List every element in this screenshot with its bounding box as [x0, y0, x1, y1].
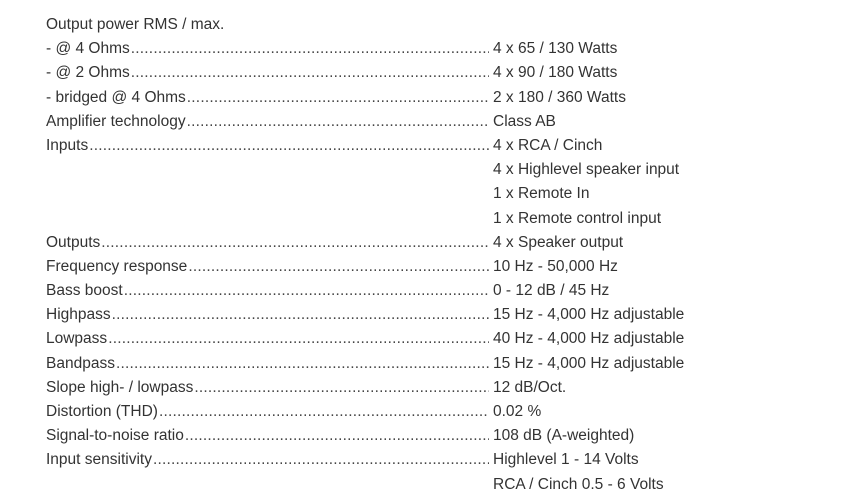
spec-value: 12 dB/Oct. — [493, 378, 567, 396]
dot-leader — [153, 448, 489, 472]
dot-leader — [101, 231, 489, 255]
dot-leader — [124, 279, 489, 303]
spec-value: 40 Hz - 4,000 Hz adjustable — [493, 330, 685, 348]
spec-row — [46, 110, 806, 134]
spec-label-cell — [46, 110, 489, 134]
spec-label-cell — [46, 327, 489, 351]
spec-label: Lowpass — [46, 330, 108, 348]
spec-row — [46, 207, 806, 231]
spec-label: Inputs — [46, 136, 89, 154]
spec-label-cell — [46, 37, 489, 61]
spec-row — [46, 37, 806, 61]
spec-label-cell — [46, 255, 489, 279]
spec-value: 1 x Remote In — [493, 185, 590, 203]
spec-row — [46, 473, 806, 497]
spec-label: Bandpass — [46, 354, 115, 372]
spec-value: 4 x Highlevel speaker input — [493, 161, 680, 179]
dot-leader — [112, 303, 489, 327]
spec-row — [46, 376, 806, 400]
spec-value: 4 x 65 / 130 Watts — [493, 40, 618, 58]
spec-row — [46, 255, 806, 279]
spec-value: 1 x Remote control input — [493, 209, 662, 227]
dot-leader — [89, 134, 489, 158]
spec-label: Amplifier technology — [46, 112, 186, 130]
spec-label: Highpass — [46, 306, 111, 324]
dot-leader — [131, 37, 489, 61]
spec-label: Distortion (THD) — [46, 403, 158, 420]
spec-label-cell — [46, 279, 489, 303]
spec-sheet — [46, 13, 806, 497]
spec-row — [46, 327, 806, 351]
spec-value: RCA / Cinch 0.5 - 6 Volts — [493, 475, 664, 493]
spec-value: 15 Hz - 4,000 Hz adjustable — [493, 354, 685, 372]
dot-leader — [188, 255, 489, 279]
dot-leader — [187, 110, 489, 134]
spec-heading-row — [46, 13, 806, 37]
spec-row — [46, 86, 806, 110]
spec-label-cell — [46, 448, 489, 472]
spec-label: Signal-to-noise ratio — [46, 427, 184, 445]
spec-value: 0.02 % — [493, 403, 542, 420]
spec-value: 4 x Speaker output — [493, 233, 624, 251]
spec-value: 10 Hz - 50,000 Hz — [493, 257, 618, 275]
spec-label-cell — [46, 352, 489, 376]
spec-row — [46, 61, 806, 85]
spec-row — [46, 158, 806, 182]
spec-value: 4 x RCA / Cinch — [493, 136, 603, 154]
spec-value: 4 x 90 / 180 Watts — [493, 64, 618, 82]
spec-value: Highlevel 1 - 14 Volts — [493, 451, 639, 469]
spec-row — [46, 424, 806, 448]
spec-label: - @ 4 Ohms — [46, 40, 130, 58]
spec-row — [46, 182, 806, 206]
spec-label-cell — [46, 86, 489, 110]
dot-leader — [185, 424, 489, 448]
spec-row — [46, 303, 806, 327]
spec-row — [46, 279, 806, 303]
spec-label: Frequency response — [46, 257, 188, 275]
spec-label-cell — [46, 303, 489, 327]
dot-leader — [116, 352, 489, 376]
spec-row — [46, 400, 806, 424]
dot-leader — [131, 61, 489, 85]
spec-heading: Output power RMS / max. — [46, 16, 225, 33]
dot-leader — [187, 86, 489, 110]
dot-leader — [108, 327, 489, 351]
spec-value: 15 Hz - 4,000 Hz adjustable — [493, 306, 685, 324]
spec-label-cell — [46, 376, 489, 400]
spec-label: Slope high- / lowpass — [46, 378, 194, 396]
spec-label: - bridged @ 4 Ohms — [46, 88, 186, 106]
spec-label-cell — [46, 231, 489, 255]
spec-rows — [46, 37, 806, 497]
spec-value: Class AB — [493, 112, 556, 130]
spec-label-cell — [46, 134, 489, 158]
spec-label: Input sensitivity — [46, 451, 152, 469]
spec-label: - @ 2 Ohms — [46, 64, 130, 82]
spec-label-cell — [46, 424, 489, 448]
dot-leader — [159, 400, 489, 424]
spec-label: Bass boost — [46, 282, 123, 300]
spec-row — [46, 134, 806, 158]
spec-label-cell — [46, 61, 489, 85]
spec-value: 2 x 180 / 360 Watts — [493, 88, 626, 106]
spec-label-cell — [46, 400, 489, 424]
spec-label: Outputs — [46, 233, 101, 251]
spec-row — [46, 448, 806, 472]
spec-row — [46, 231, 806, 255]
spec-row — [46, 352, 806, 376]
dot-leader — [194, 376, 489, 400]
spec-value: 108 dB (A-weighted) — [493, 427, 635, 445]
spec-value: 0 - 12 dB / 45 Hz — [493, 282, 610, 300]
